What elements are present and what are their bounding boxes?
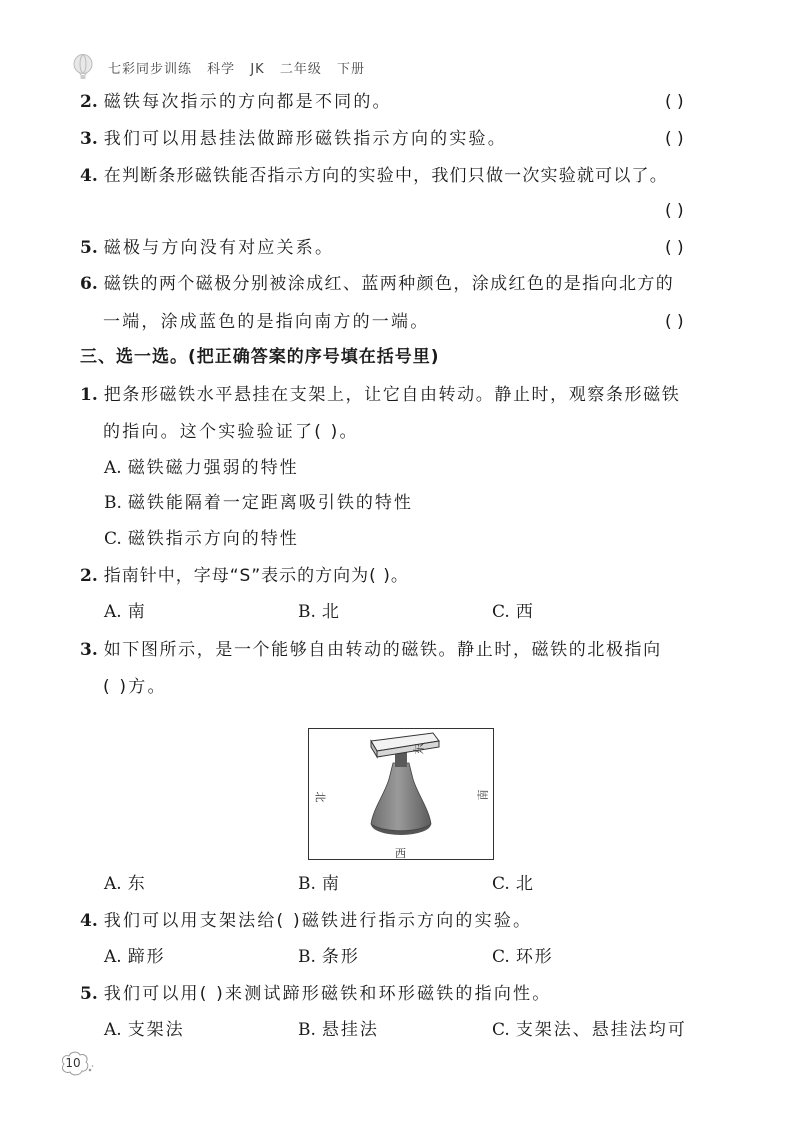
header-edition: JK	[250, 61, 265, 77]
header-series: 七彩同步训练	[108, 61, 193, 77]
option-a[interactable]: A. 南	[104, 602, 147, 622]
item-text: 磁铁的两个磁极分别被涂成红、蓝两种颜色，涂成红色的是指向北方的	[103, 274, 675, 294]
option-a[interactable]: A. 东	[104, 874, 147, 894]
option-b[interactable]: B. 南	[298, 874, 341, 894]
option-b[interactable]: B. 条形	[298, 947, 360, 967]
question-3-cont: ( )方。	[103, 677, 167, 697]
item-text: 我们可以用悬挂法做蹄形磁铁指示方向的实验。	[103, 129, 507, 149]
question-1-cont: 的指向。这个实验验证了( )。	[103, 422, 359, 442]
judge-item-6	[80, 272, 674, 296]
question-1	[80, 383, 680, 407]
answer-blank[interactable]: ( )	[665, 238, 684, 258]
label-west: 西	[395, 847, 406, 860]
option-c[interactable]: C. 北	[492, 874, 535, 894]
answer-blank[interactable]: ( )	[665, 129, 684, 149]
option-b[interactable]: B. 北	[298, 602, 341, 622]
answer-blank[interactable]: ( )	[665, 201, 684, 221]
item-number: 4.	[80, 166, 98, 186]
judge-item-4	[80, 164, 668, 188]
item-text: 在判断条形磁铁能否指示方向的实验中，我们只做一次实验就可以了。	[103, 166, 668, 186]
item-number: 2.	[80, 92, 98, 112]
question-2	[80, 564, 409, 588]
question-number: 2.	[80, 566, 98, 586]
judge-item-2	[80, 90, 392, 114]
question-5	[80, 982, 551, 1006]
item-number: 3.	[80, 129, 98, 149]
header-term: 下册	[336, 61, 365, 77]
question-text: 把条形磁铁水平悬挂在支架上，让它自由转动。静止时，观察条形磁铁	[103, 385, 681, 405]
question-text: 如下图所示，是一个能够自由转动的磁铁。静止时，磁铁的北极指向	[103, 640, 662, 660]
option-b[interactable]: B. 悬挂法	[298, 1020, 379, 1040]
judge-item-5	[80, 236, 334, 260]
page-header	[70, 52, 375, 82]
header-grade: 二年级	[279, 61, 322, 77]
option-c[interactable]: C. 环形	[492, 947, 554, 967]
question-text: 我们可以用支架法给( )磁铁进行指示方向的实验。	[103, 911, 533, 931]
option-a[interactable]: A. 支架法	[104, 1020, 185, 1040]
label-north: 北	[313, 791, 327, 803]
option-a[interactable]: A. 蹄形	[104, 947, 166, 967]
item-text: 磁铁每次指示的方向都是不同的。	[103, 92, 392, 112]
judge-item-6-cont: 一端，涂成蓝色的是指向南方的一端。	[103, 312, 430, 332]
question-3	[80, 638, 662, 662]
question-text: 我们可以用( )来测试蹄形磁铁和环形磁铁的指向性。	[103, 984, 552, 1004]
option-c[interactable]: C. 磁铁指示方向的特性	[104, 529, 299, 549]
question-text: 指南针中，字母“S”表示的方向为( )。	[103, 566, 409, 586]
header-subject: 科学	[207, 61, 236, 77]
page-number: 10	[65, 1056, 81, 1070]
question-number: 5.	[80, 984, 98, 1004]
balloon-logo-icon	[70, 54, 96, 80]
magnet-on-stand-illustration	[309, 729, 492, 858]
question-number: 1.	[80, 385, 98, 405]
option-c[interactable]: C. 支架法、悬挂法均可	[492, 1020, 687, 1040]
question-4	[80, 909, 532, 933]
page-number-badge	[58, 1050, 94, 1078]
option-a[interactable]: A. 磁铁磁力强弱的特性	[104, 458, 299, 478]
item-text: 磁极与方向没有对应关系。	[103, 238, 335, 258]
question-number: 4.	[80, 911, 98, 931]
magnet-stand-figure	[308, 728, 494, 860]
answer-blank[interactable]: ( )	[665, 312, 684, 332]
judge-item-3	[80, 127, 507, 151]
item-number: 6.	[80, 274, 98, 294]
question-number: 3.	[80, 640, 98, 660]
option-b[interactable]: B. 磁铁能隔着一定距离吸引铁的特性	[104, 493, 413, 513]
label-south: 南	[476, 789, 490, 801]
option-c[interactable]: C. 西	[492, 602, 535, 622]
section-title: 三、选一选。(把正确答案的序号填在括号里)	[80, 347, 440, 367]
item-number: 5.	[80, 238, 98, 258]
answer-blank[interactable]: ( )	[665, 92, 684, 112]
label-east: 东	[412, 743, 426, 755]
